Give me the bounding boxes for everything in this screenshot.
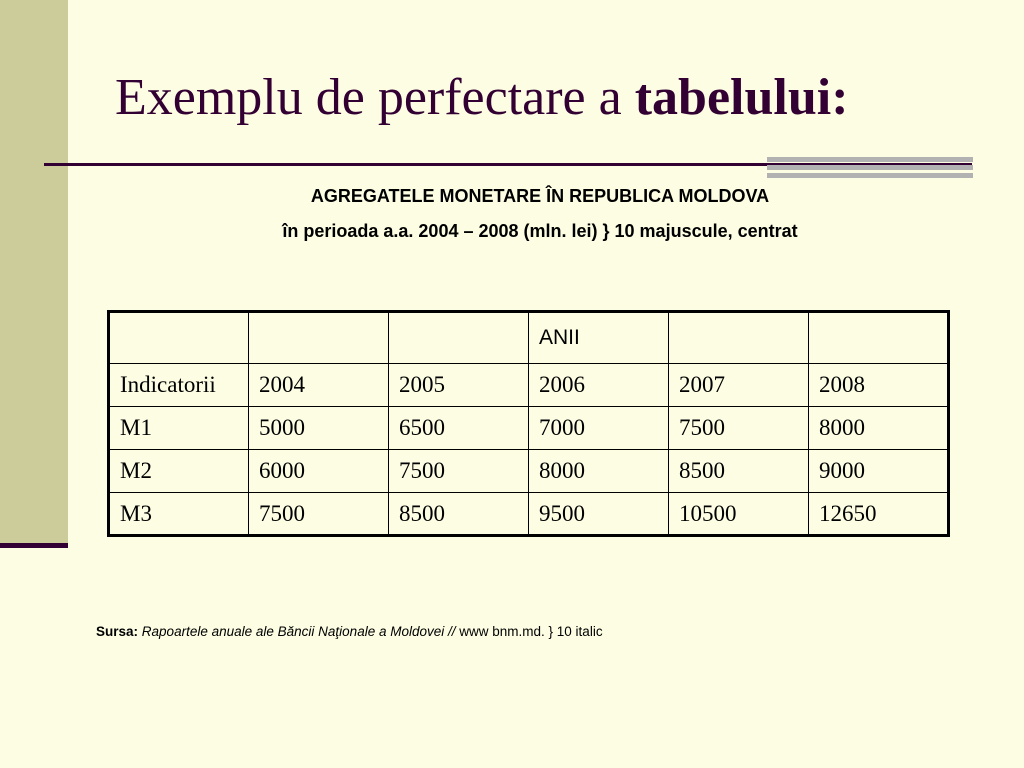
table-cell: 10500: [669, 493, 809, 536]
table-row: [109, 364, 949, 407]
table-cell: 12650: [809, 493, 949, 536]
decor-bars: [767, 157, 973, 181]
table-row: [109, 407, 949, 450]
table-cell: 6000: [249, 450, 389, 493]
decor-bar: [767, 165, 973, 170]
title-bold: tabelului:: [634, 69, 849, 126]
table-caption-line1: AGREGATELE MONETARE ÎN REPUBLICA MOLDOVA: [310, 186, 770, 206]
table-header-row: [109, 312, 949, 364]
table-cell: 6500: [389, 407, 529, 450]
header-cell: [109, 312, 249, 364]
source-plain-text: www bnm.md. } 10 italic: [459, 624, 603, 639]
table-cell: 7500: [249, 493, 389, 536]
data-table: [107, 310, 950, 537]
table-cell: 2008: [809, 364, 949, 407]
header-cell-anii: ANII: [529, 312, 669, 364]
table-cell: M1: [109, 407, 249, 450]
table-caption-line2: în perioada a.a. 2004 – 2008 (mln. lei) } 10 majuscule, centrat: [282, 221, 798, 241]
title-normal: Exemplu de perfectare a: [115, 69, 635, 126]
table-cell: Indicatorii: [109, 364, 249, 407]
table-cell: 8000: [529, 450, 669, 493]
slide-title: [115, 66, 849, 130]
decor-bar: [767, 173, 973, 178]
table-cell: 2006: [529, 364, 669, 407]
table-cell: M2: [109, 450, 249, 493]
header-cell: [389, 312, 529, 364]
table-cell: 7500: [669, 407, 809, 450]
table-cell: 9000: [809, 450, 949, 493]
table-cell: 2004: [249, 364, 389, 407]
table-cell: 8500: [669, 450, 809, 493]
table-cell: M3: [109, 493, 249, 536]
table-cell: 2007: [669, 364, 809, 407]
left-decor-band: [0, 0, 68, 545]
table-cell: 8000: [809, 407, 949, 450]
table-cell: 7500: [389, 450, 529, 493]
table-cell: 2005: [389, 364, 529, 407]
left-decor-band-foot: [0, 543, 68, 548]
table-row: [109, 493, 949, 536]
table-cell: 7000: [529, 407, 669, 450]
source-note: [96, 624, 603, 639]
decor-bar: [767, 157, 973, 162]
header-cell: [249, 312, 389, 364]
header-cell: [669, 312, 809, 364]
table-cell: 9500: [529, 493, 669, 536]
table-cell: 5000: [249, 407, 389, 450]
source-italic-text: Rapoartele anuale ale Băncii Naţionale a Moldovei //: [141, 624, 456, 639]
table-cell: 8500: [389, 493, 529, 536]
table-row: [109, 450, 949, 493]
source-label: Sursa:: [96, 624, 139, 639]
header-cell: [809, 312, 949, 364]
